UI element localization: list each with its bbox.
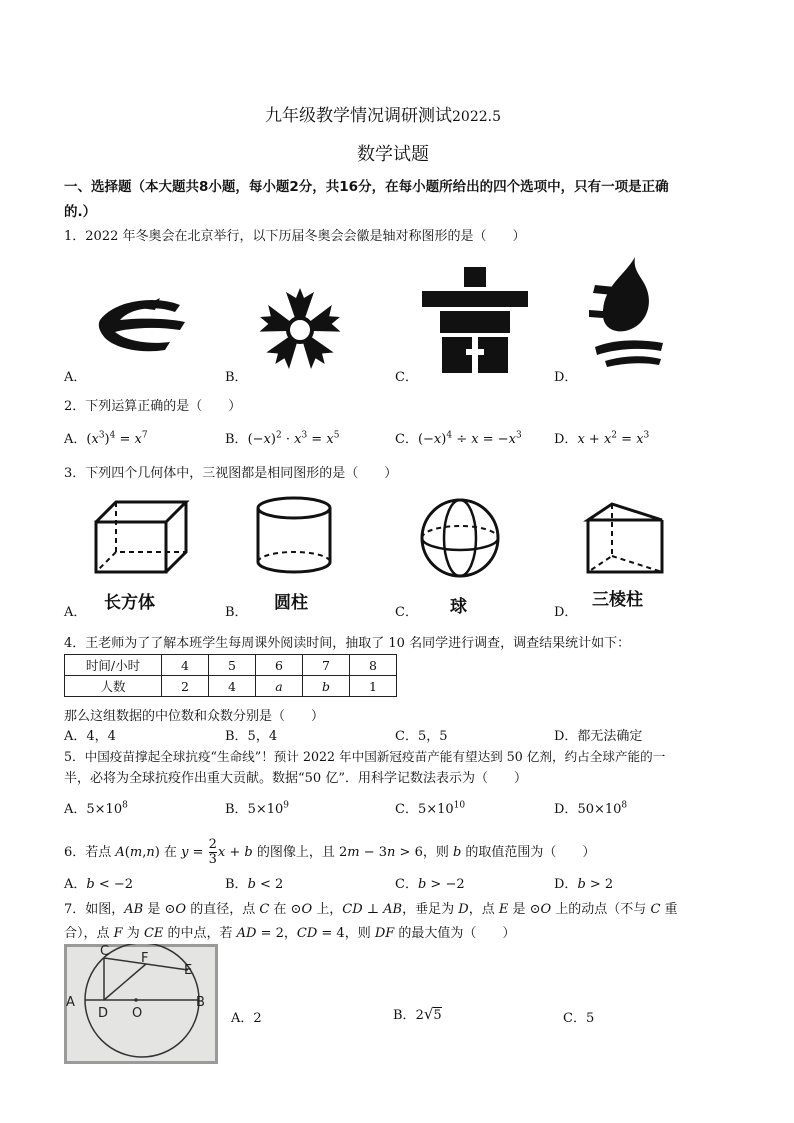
q5-option-d[interactable]: D．$50\times 10^8$ — [554, 800, 628, 817]
q7-circle-figure — [64, 944, 218, 1064]
shape-label-cylinder: 圆柱 — [274, 593, 308, 613]
q2-option-a[interactable]: A．$(x^3)^4 = x^7$ — [64, 430, 148, 447]
emblem-swirl-icon — [85, 290, 195, 360]
figure-label-f: F — [141, 951, 149, 966]
q4-stem: 4．王老师为了了解本班学生每周课外阅读时间，抽取了 10 名同学进行调查，调查结果统计如下： — [64, 636, 631, 651]
q2-option-b[interactable]: B．$(-x)^2 \cdot x^3 = x^5$ — [225, 430, 340, 447]
q5-stem-line2: 半，必将为全球抗疫作出重大贡献。数据“50 亿”．用科学记数法表示为（ ） — [64, 771, 527, 786]
q2-stem: 2．下列运算正确的是（ ） — [64, 399, 242, 414]
shape-label-prism: 三棱柱 — [592, 590, 643, 610]
q3-option-a[interactable]: A． — [64, 605, 87, 620]
sphere-figure — [418, 496, 502, 580]
table-cell: a — [256, 676, 303, 697]
table-cell: 7 — [303, 655, 350, 676]
q1-option-c[interactable]: C． — [395, 370, 418, 385]
q1-option-d[interactable]: D． — [554, 370, 578, 385]
table-cell: 4 — [209, 676, 256, 697]
q1-option-a[interactable]: A． — [64, 370, 87, 385]
table-cell: 时间/小时 — [65, 655, 162, 676]
table-cell: 人数 — [65, 676, 162, 697]
q4-option-a[interactable]: A．4，4 — [64, 729, 116, 744]
shape-label-sphere: 球 — [450, 597, 467, 617]
q1-option-b[interactable]: B． — [225, 370, 248, 385]
q2-option-c[interactable]: C．$(-x)^4 \div x = -x^3$ — [395, 430, 522, 447]
emblem-inukshuk-icon — [420, 265, 530, 375]
q5-option-a[interactable]: A．$5\times 10^8$ — [64, 800, 128, 817]
q6-option-b[interactable]: B．b < 2 — [225, 877, 284, 892]
q4-data-table — [64, 654, 397, 697]
table-row — [65, 655, 397, 676]
table-cell: 6 — [256, 655, 303, 676]
q5-option-c[interactable]: C．$5\times 10^{10}$ — [395, 800, 466, 817]
q4-option-b[interactable]: B．5，4 — [225, 729, 278, 744]
figure-label-a: A — [66, 995, 75, 1010]
q7-option-c[interactable]: C．5 — [563, 1011, 595, 1026]
figure-label-b: B — [196, 995, 205, 1010]
q7-option-b[interactable]: B．2√5 — [393, 1005, 442, 1023]
section-heading-cont: 的.） — [64, 204, 97, 220]
q5-stem-line1: 5．中国疫苗撑起全球抗疫“生命线”！预计 2022 年中国新冠疫苗产能有望达到 50 亿剂，约占全球产能的一 — [64, 749, 666, 764]
q5-option-b[interactable]: B．$5\times 10^9$ — [225, 800, 290, 817]
q3-stem: 3．下列四个几何体中，三视图都是相同图形的是（ ） — [64, 466, 398, 481]
table-row — [65, 676, 397, 697]
figure-label-o: O — [132, 1006, 143, 1021]
q4-option-d[interactable]: D．都无法确定 — [554, 729, 643, 744]
shape-label-cuboid: 长方体 — [104, 593, 155, 613]
cylinder-figure — [252, 494, 336, 580]
q3-option-b[interactable]: B． — [225, 605, 248, 620]
q7-stem-line1: 7．如图，AB 是 ⊙O 的直径，点 C 在 ⊙O 上，CD ⊥ AB，垂足为 D，点 E 是 ⊙O 上的动点（不与 C 重 — [64, 902, 678, 917]
q6-stem: 6．若点 A(m,n) 在 y = $\frac{2}{3}$ x + b 的图像上，且 2m − 3n > 6，则 b 的取值范围为（ ） — [64, 837, 596, 867]
q3-option-d[interactable]: D． — [554, 605, 578, 620]
figure-label-d: D — [98, 1006, 109, 1021]
q7-option-a[interactable]: A．2 — [231, 1011, 262, 1026]
q6-option-a[interactable]: A．b < −2 — [64, 877, 134, 892]
page-subtitle: 数学试题 — [357, 144, 429, 165]
table-cell: 1 — [350, 676, 397, 697]
prism-figure — [582, 500, 668, 580]
cuboid-figure — [90, 498, 190, 578]
figure-label-e: E — [184, 963, 193, 978]
q7-stem-line2: 合），点 F 为 CE 的中点，若 AD = 2，CD = 4，则 DF 的最大值为（ ） — [64, 926, 516, 941]
emblem-flame-icon — [585, 255, 665, 370]
section-heading: 一、选择题（本大题共8小题，每小题2分，共16分，在每小题所给出的四个选项中，只有一项是正确 — [64, 179, 669, 195]
q6-option-c[interactable]: C．b > −2 — [395, 877, 465, 892]
q4-question: 那么这组数据的中位数和众数分别是（ ） — [64, 709, 325, 724]
page-title: 九年级教学情况调研测试2022.5 — [265, 106, 501, 126]
emblem-snowflake-icon — [250, 285, 350, 375]
figure-label-c: C — [100, 944, 110, 959]
q1-stem: 1．2022 年冬奥会在北京举行，以下历届冬奥会会徽是轴对称图形的是（ ） — [64, 229, 526, 244]
table-cell: 5 — [209, 655, 256, 676]
q4-option-c[interactable]: C．5，5 — [395, 729, 448, 744]
table-cell: 2 — [162, 676, 209, 697]
table-cell: 4 — [162, 655, 209, 676]
q2-option-d[interactable]: D．$x + x^2 = x^3$ — [554, 430, 650, 447]
q3-option-c[interactable]: C． — [395, 605, 418, 620]
table-cell: 8 — [350, 655, 397, 676]
q6-option-d[interactable]: D．b > 2 — [554, 877, 614, 892]
table-cell: b — [303, 676, 350, 697]
